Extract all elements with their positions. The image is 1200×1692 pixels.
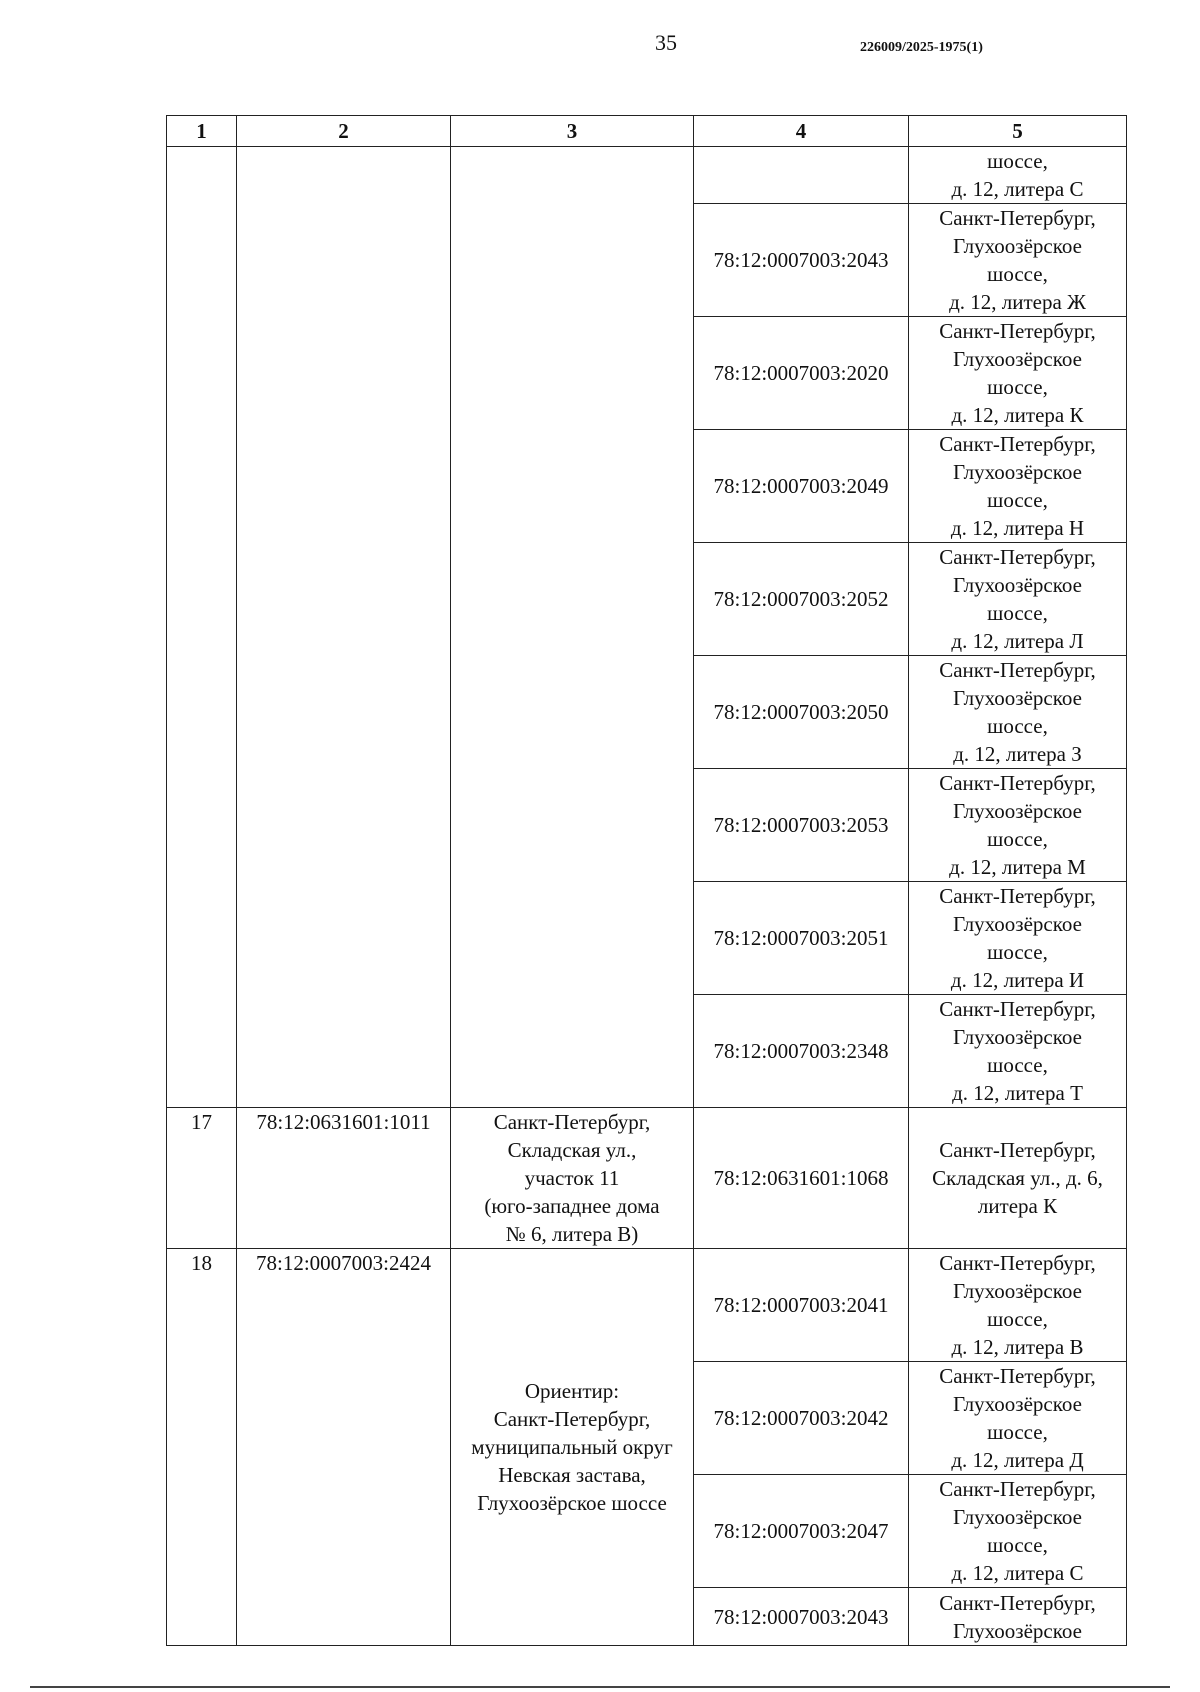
cadastral-number-cell: 78:12:0007003:2047 — [694, 1475, 909, 1588]
address-line: Глухоозёрское — [953, 234, 1082, 258]
column-header: 2 — [237, 116, 451, 147]
address-line: д. 12, литера М — [949, 855, 1086, 879]
address-line: Глухоозёрское — [953, 686, 1082, 710]
address-cell — [909, 430, 1127, 543]
location-line: муниципальный округ — [471, 1435, 673, 1459]
cadastral-number-cell — [694, 147, 909, 204]
location-cell — [451, 147, 694, 1108]
address-line: Санкт-Петербург, — [939, 1590, 1096, 1615]
location-cell — [451, 1108, 694, 1249]
column-header: 5 — [909, 116, 1127, 147]
cadastral-number-cell: 78:12:0007003:2053 — [694, 769, 909, 882]
address-line: д. 12, литера З — [953, 742, 1082, 766]
page-number: 35 — [655, 30, 677, 55]
table-row — [167, 1249, 1127, 1362]
address-cell — [909, 1362, 1127, 1475]
address-line: Глухоозёрское — [953, 460, 1082, 484]
location-line: Санкт-Петербург, — [493, 1110, 651, 1134]
column-header: 1 — [167, 116, 237, 147]
address-line: шоссе, — [987, 1420, 1048, 1444]
address-line: Санкт-Петербург, — [939, 432, 1096, 456]
address-line: шоссе, — [987, 940, 1048, 964]
address-line: Глухоозёрское — [953, 1279, 1082, 1303]
parcel-number-cell: 78:12:0631601:1011 — [237, 1108, 451, 1249]
address-cell — [909, 882, 1127, 995]
address-line: шоссе, — [987, 827, 1048, 851]
cadastral-number-cell: 78:12:0007003:2049 — [694, 430, 909, 543]
address-cell — [909, 204, 1127, 317]
address-line: шоссе, — [987, 1053, 1048, 1077]
location-line: № 6, литера В) — [505, 1222, 639, 1246]
cadastral-number-cell: 78:12:0007003:2041 — [694, 1249, 909, 1362]
table-header-row — [167, 116, 1127, 147]
address-line: Санкт-Петербург, — [939, 206, 1096, 230]
address-line: литера К — [977, 1194, 1058, 1218]
address-cell — [909, 543, 1127, 656]
address-line: д. 12, литера И — [950, 968, 1085, 992]
location-line: Складская ул., — [507, 1138, 637, 1162]
address-line: д. 12, литера К — [951, 403, 1084, 427]
row-number-cell: 17 — [167, 1108, 237, 1249]
address-line: Глухоозёрское — [953, 1392, 1082, 1416]
address-line: шоссе, — [987, 488, 1048, 512]
cadastral-number-cell: 78:12:0007003:2043 — [694, 204, 909, 317]
address-line: шоссе, — [987, 601, 1048, 625]
address-line: Складская ул., д. 6, — [932, 1166, 1103, 1190]
address-line: д. 12, литера В — [951, 1335, 1084, 1359]
address-line: Глухоозёрское — [953, 573, 1082, 597]
location-line: Ориентир: — [524, 1379, 620, 1403]
cadastral-table — [166, 115, 1127, 1646]
address-cell — [909, 769, 1127, 882]
address-line: шоссе, — [987, 1307, 1048, 1331]
address-cell — [909, 1475, 1127, 1588]
cadastral-number-cell: 78:12:0631601:1068 — [694, 1108, 909, 1249]
address-line: шоссе, — [987, 262, 1048, 286]
address-cell — [909, 995, 1127, 1108]
address-line: Санкт-Петербург, — [939, 545, 1096, 569]
address-cell — [909, 656, 1127, 769]
address-line: шоссе, — [987, 149, 1048, 173]
cadastral-number-cell: 78:12:0007003:2020 — [694, 317, 909, 430]
address-line: Санкт-Петербург, — [939, 1138, 1096, 1162]
address-line: Санкт-Петербург, — [939, 771, 1096, 795]
table-row — [167, 147, 1127, 204]
location-line: Невская застава, — [498, 1463, 646, 1487]
address-line: Санкт-Петербург, — [939, 1251, 1096, 1275]
location-line: (юго-западнее дома — [484, 1194, 660, 1218]
address-line: Глухоозёрское — [953, 1025, 1082, 1049]
cadastral-number-cell: 78:12:0007003:2348 — [694, 995, 909, 1108]
address-line: шоссе, — [987, 1533, 1048, 1557]
address-line: д. 12, литера Д — [951, 1448, 1084, 1472]
row-number-cell: 18 — [167, 1249, 237, 1646]
address-line: Глухоозёрское — [953, 347, 1082, 371]
cadastral-number-cell: 78:12:0007003:2050 — [694, 656, 909, 769]
address-line: д. 12, литера Ж — [949, 290, 1086, 314]
address-line: Санкт-Петербург, — [939, 319, 1096, 343]
address-line: Глухоозёрское — [953, 1618, 1082, 1643]
address-line: д. 12, литера Л — [951, 629, 1084, 653]
row-number-cell — [167, 147, 237, 1108]
location-line: Санкт-Петербург, — [493, 1407, 651, 1431]
address-cell — [909, 1108, 1127, 1249]
cadastral-number-cell: 78:12:0007003:2051 — [694, 882, 909, 995]
address-cell — [909, 317, 1127, 430]
address-line: д. 12, литера С — [951, 177, 1084, 201]
address-line: Санкт-Петербург, — [939, 1364, 1096, 1388]
location-line: Глухоозёрское шоссе — [477, 1491, 667, 1515]
cadastral-number-cell: 78:12:0007003:2052 — [694, 543, 909, 656]
location-line: участок 11 — [524, 1166, 620, 1190]
address-line: Санкт-Петербург, — [939, 884, 1096, 908]
address-cell — [909, 147, 1127, 204]
address-line: д. 12, литера Н — [950, 516, 1085, 540]
parcel-number-cell — [237, 147, 451, 1108]
column-header: 3 — [451, 116, 694, 147]
cadastral-number-cell: 78:12:0007003:2042 — [694, 1362, 909, 1475]
address-line: Санкт-Петербург, — [939, 997, 1096, 1021]
address-line: Санкт-Петербург, — [939, 658, 1096, 682]
address-cell — [909, 1249, 1127, 1362]
address-line: Глухоозёрское — [953, 1505, 1082, 1529]
table-row — [167, 1108, 1127, 1249]
address-line: Глухоозёрское — [953, 912, 1082, 936]
bottom-rule — [30, 1686, 1170, 1688]
document-reference: 226009/2025-1975(1) — [860, 40, 983, 55]
parcel-number-cell: 78:12:0007003:2424 — [237, 1249, 451, 1646]
location-cell — [451, 1249, 694, 1646]
cadastral-number-cell: 78:12:0007003:2043 — [694, 1588, 909, 1646]
column-header: 4 — [694, 116, 909, 147]
address-line: Санкт-Петербург, — [939, 1477, 1096, 1501]
address-cell — [909, 1588, 1127, 1646]
address-line: Глухоозёрское — [953, 799, 1082, 823]
address-line: шоссе, — [987, 375, 1048, 399]
address-line: шоссе, — [987, 714, 1048, 738]
address-line: д. 12, литера Т — [952, 1081, 1083, 1105]
address-line: д. 12, литера С — [951, 1561, 1084, 1585]
